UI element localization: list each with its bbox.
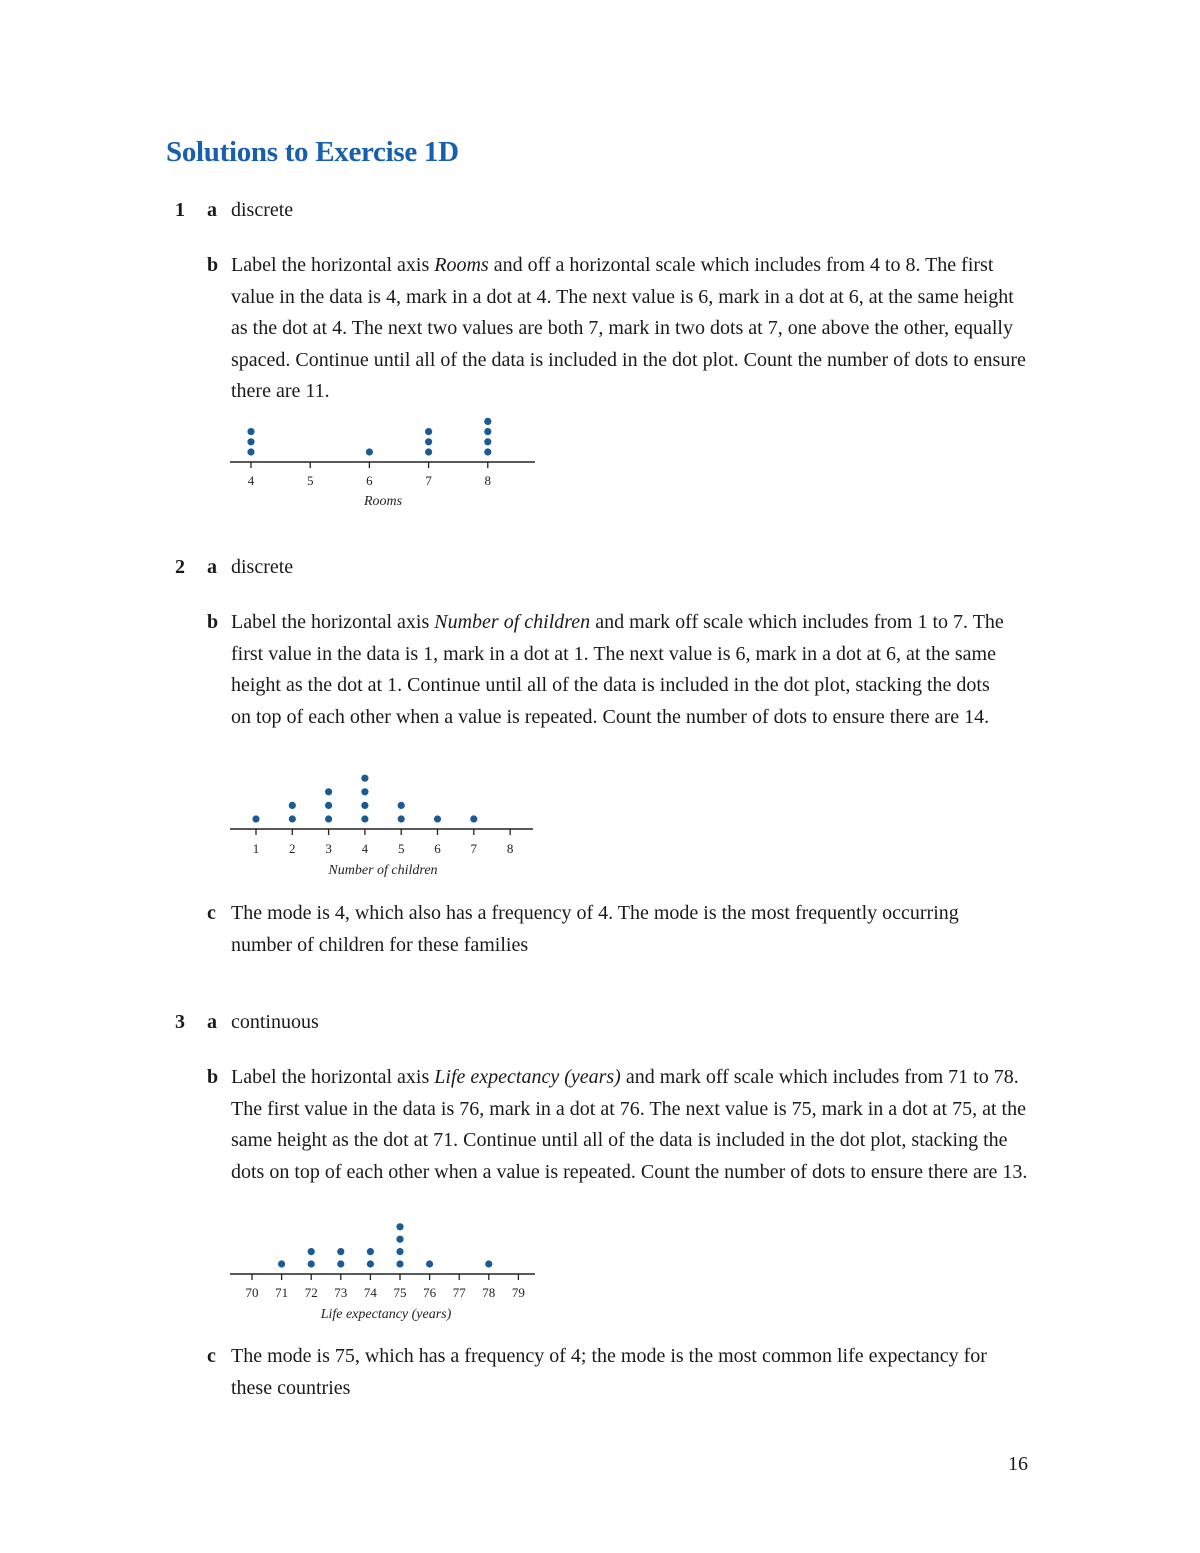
answer-text: discrete <box>231 199 294 221</box>
tick-label: 75 <box>393 1285 407 1300</box>
data-dot <box>425 438 432 445</box>
data-dot <box>366 448 373 455</box>
data-dot <box>308 1248 315 1255</box>
data-dot <box>247 448 254 455</box>
data-dot <box>361 788 368 795</box>
tick-label: 7 <box>470 841 478 856</box>
tick-label: 6 <box>434 841 441 856</box>
page-title: Solutions to Exercise 1D <box>166 136 459 168</box>
dot-plot-3 <box>230 1223 535 1322</box>
answer-text: The mode is 4, which also has a frequency of 4. The mode is the most frequently occurring number of children for these families <box>231 902 959 956</box>
part-label: b <box>207 254 219 276</box>
part-label: a <box>207 199 217 221</box>
tick-label: 76 <box>423 1285 437 1300</box>
data-dot <box>247 438 254 445</box>
data-dot <box>396 1248 403 1255</box>
answer-text: Label the horizontal axis Life expectancy (years) and mark off scale which includes from 71 to 78. The first value in the data is 76, mark in a dot at 76. The next value is 75, mark in a dot at 75, at the same height as the dot at 71. Continue until all of the data is included in the dot plot, stacking the dots on top of each other when a value is repeated. Count the number of dots to ensure there are 13. <box>231 1066 1028 1183</box>
data-dot <box>434 815 441 822</box>
part-label: a <box>207 556 217 578</box>
x-axis-title: Rooms <box>363 494 403 509</box>
tick-label: 3 <box>325 841 332 856</box>
data-dot <box>484 428 491 435</box>
data-dot <box>278 1260 285 1267</box>
tick-label: 79 <box>511 1285 525 1300</box>
part-label: a <box>207 1011 217 1033</box>
data-dot <box>325 788 332 795</box>
data-dot <box>396 1223 403 1230</box>
tick-label: 2 <box>289 841 296 856</box>
question-number: 3 <box>175 1011 185 1033</box>
page-number: 16 <box>1008 1453 1028 1475</box>
data-dot <box>361 815 368 822</box>
data-dot <box>247 428 254 435</box>
tick-label: 74 <box>363 1285 377 1300</box>
data-dot <box>485 1260 492 1267</box>
data-dot <box>289 815 296 822</box>
data-dot <box>289 802 296 809</box>
data-dot <box>396 1260 403 1267</box>
answer-text: The mode is 75, which has a frequency of 4; the mode is the most common life expectancy for these countries <box>231 1345 987 1399</box>
data-dot <box>425 448 432 455</box>
answer-text: continuous <box>231 1011 319 1033</box>
tick-label: 5 <box>397 841 405 856</box>
tick-label: 8 <box>506 841 514 856</box>
tick-label: 4 <box>247 473 255 488</box>
tick-label: 72 <box>304 1285 318 1300</box>
data-dot <box>337 1260 344 1267</box>
data-dot <box>484 438 491 445</box>
tick-label: 77 <box>452 1285 466 1300</box>
tick-label: 4 <box>361 841 369 856</box>
data-dot <box>398 802 405 809</box>
data-dot <box>426 1260 433 1267</box>
part-label: b <box>207 611 219 633</box>
data-dot <box>396 1236 403 1243</box>
answer-text: discrete <box>231 556 294 578</box>
tick-label: 1 <box>252 841 260 856</box>
data-dot <box>325 815 332 822</box>
data-dot <box>484 448 491 455</box>
data-dot <box>484 418 491 425</box>
data-dot <box>308 1260 315 1267</box>
data-dot <box>470 815 477 822</box>
tick-label: 73 <box>334 1285 348 1300</box>
x-axis-title: Life expectancy (years) <box>320 1307 452 1322</box>
answer-text: Label the horizontal axis Rooms and off a horizontal scale which includes from 4 to 8. The first value in the data is 4, mark in a dot at 4. The next value is 6, mark in a dot at 6, at the same height as the dot at 4. The next two values are both 7, mark in two dots at 7, one above the other, equally spaced. Continue until all of the data is included in the dot plot. Count the number of dots to ensure there are 11. <box>231 254 1026 402</box>
data-dot <box>325 802 332 809</box>
dot-plot-1 <box>230 418 535 509</box>
tick-label: 7 <box>425 473 432 488</box>
tick-label: 6 <box>366 473 373 488</box>
data-dot <box>361 802 368 809</box>
tick-label: 8 <box>484 473 492 488</box>
data-dot <box>425 428 432 435</box>
answer-text: Label the horizontal axis Number of children and mark off scale which includes from 1 to 7. The first value in the data is 1, mark in a dot at 1. The next value is 6, mark in a dot at 6, at the same height as the dot at 1. Continue until all of the data is included in the dot plot, stacking the dots on top of each other when a value is repeated. Count the number of dots to ensure there are 14. <box>231 611 1004 728</box>
tick-label: 71 <box>275 1285 289 1300</box>
x-axis-title: Number of children <box>328 863 438 878</box>
tick-label: 78 <box>482 1285 496 1300</box>
dot-plot-2 <box>230 775 533 878</box>
data-dot <box>361 775 368 782</box>
data-dot <box>337 1248 344 1255</box>
data-dot <box>398 815 405 822</box>
part-label: c <box>207 1345 216 1367</box>
part-label: c <box>207 902 216 924</box>
data-dot <box>367 1260 374 1267</box>
data-dot <box>252 815 259 822</box>
tick-label: 70 <box>245 1285 259 1300</box>
part-label: b <box>207 1066 219 1088</box>
question-number: 1 <box>175 199 185 221</box>
data-dot <box>367 1248 374 1255</box>
question-number: 2 <box>175 556 185 578</box>
tick-label: 5 <box>306 473 314 488</box>
